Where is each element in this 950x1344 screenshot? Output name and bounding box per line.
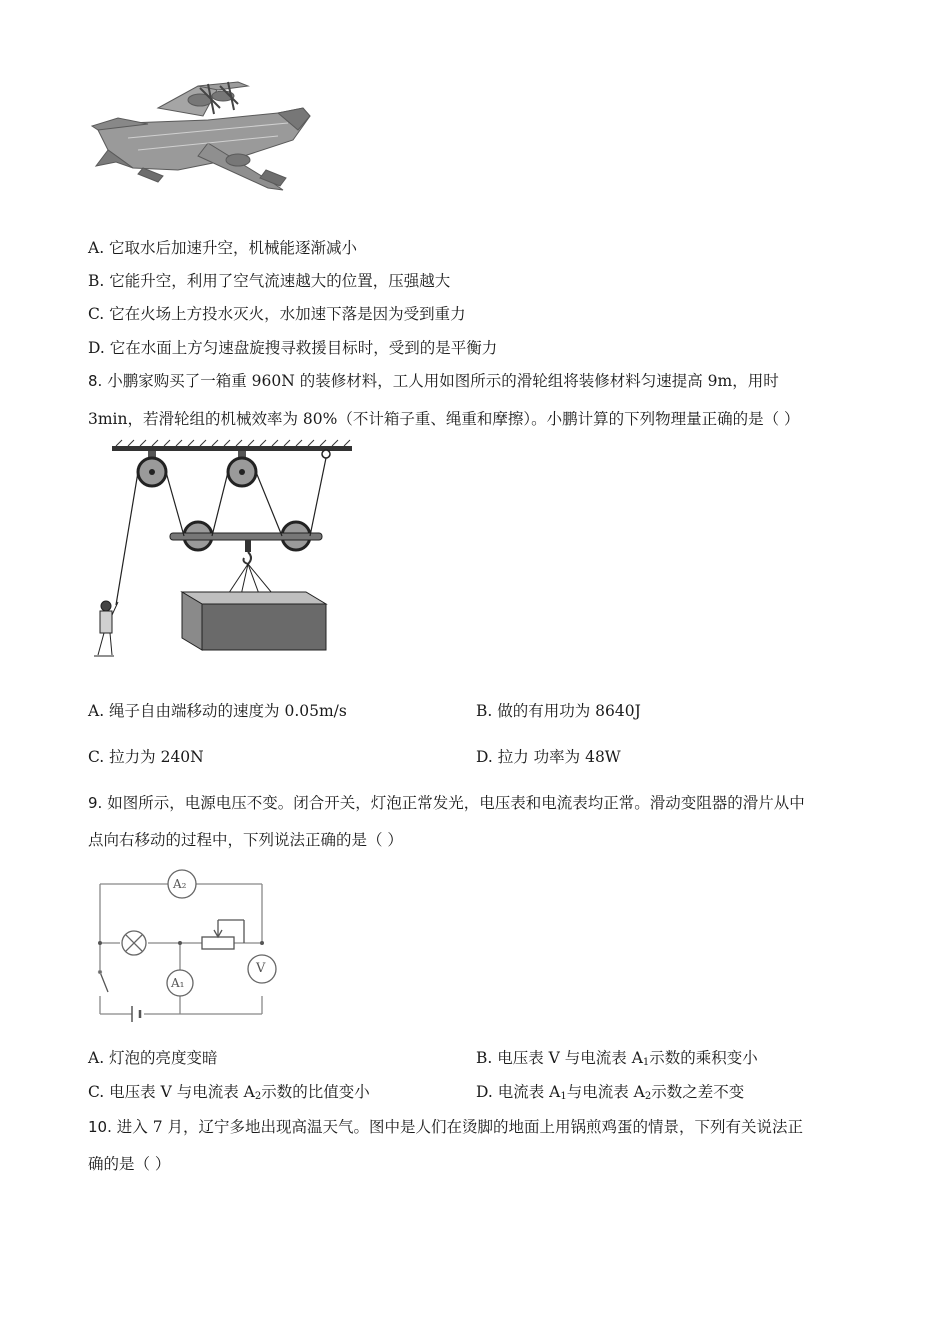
q10-stem-line1 — [88, 1116, 803, 1138]
q8-text-1: 小鹏家购买了一箱重 960N 的装修材料，工人用如图所示的滑轮组将装修材料匀速提高 9m，用时 — [102, 372, 779, 390]
amphibious-aircraft-image — [88, 78, 328, 208]
q9-option-a: A. 灯泡的亮度变暗 — [88, 1049, 218, 1067]
q9-option-c-sub: 2 — [254, 1091, 262, 1102]
q8-stem-line2: 3min，若滑轮组的机械效率为 80%（不计箱子重、绳重和摩擦）。小鹏计算的下列物理量正确的是（ ） — [88, 410, 800, 428]
q8-option-b: B. 做的有用功为 8640J — [476, 702, 641, 720]
ammeter-a2-label: A₂ — [173, 877, 187, 891]
q8-number: 8. — [88, 372, 103, 390]
q9-option-d — [476, 1081, 744, 1108]
q9-option-b-text-2: 示数的乘积变小 — [649, 1049, 758, 1067]
q8-option-d: D. 拉力 功率为 48W — [476, 748, 621, 766]
q8-stem-line1 — [88, 370, 779, 392]
q9-option-b-text: B. 电压表 V 与电流表 A — [476, 1049, 643, 1067]
q7-option-d: D. 它在水面上方匀速盘旋搜寻救援目标时，受到的是平衡力 — [88, 339, 498, 357]
q9-option-d-sub-2: 2 — [644, 1091, 652, 1102]
q9-option-b-sub: 1 — [642, 1057, 650, 1068]
circuit-diagram — [92, 872, 277, 1022]
q9-option-c-text: C. 电压表 V 与电流表 A — [88, 1083, 255, 1101]
q9-stem-line1 — [88, 792, 805, 814]
q9-stem-line2: 点向右移动的过程中，下列说法正确的是（ ） — [88, 831, 403, 849]
q7-option-a: A. 它取水后加速升空，机械能逐渐减小 — [88, 239, 358, 257]
q10-number: 10. — [88, 1118, 112, 1136]
q9-option-b — [476, 1047, 758, 1074]
q9-option-d-text-3: 示数之差不变 — [651, 1083, 745, 1101]
q10-stem-line2: 确的是（ ） — [88, 1155, 171, 1173]
q8-option-c: C. 拉力为 240N — [88, 748, 204, 766]
q9-option-d-sub-1: 1 — [560, 1091, 567, 1102]
q9-text-1: 如图所示，电源电压不变。闭合开关，灯泡正常发光，电压表和电流表均正常。滑动变阻器的滑片从中 — [102, 794, 805, 812]
q10-text-1: 进入 7 月，辽宁多地出现高温天气。图中是人们在烫脚的地面上用锅煎鸡蛋的情景，下列有关说法正 — [111, 1118, 804, 1136]
q8-option-a: A. 绳子自由端移动的速度为 0.05m/s — [88, 702, 347, 720]
voltmeter-label: V — [256, 961, 266, 976]
q9-option-c-text-2: 示数的比值变小 — [261, 1083, 370, 1101]
q9-option-c — [88, 1081, 370, 1108]
q7-option-b: B. 它能升空，利用了空气流速越大的位置，压强越大 — [88, 272, 451, 290]
q9-number: 9. — [88, 794, 103, 812]
q9-option-d-text: D. 电流表 A — [476, 1083, 561, 1101]
q9-option-d-text-2: 与电流表 A — [566, 1083, 645, 1101]
pulley-system-diagram — [86, 440, 366, 670]
q7-option-c: C. 它在火场上方投水灭火，水加速下落是因为受到重力 — [88, 305, 466, 323]
ammeter-a1-label: A₁ — [171, 976, 185, 990]
